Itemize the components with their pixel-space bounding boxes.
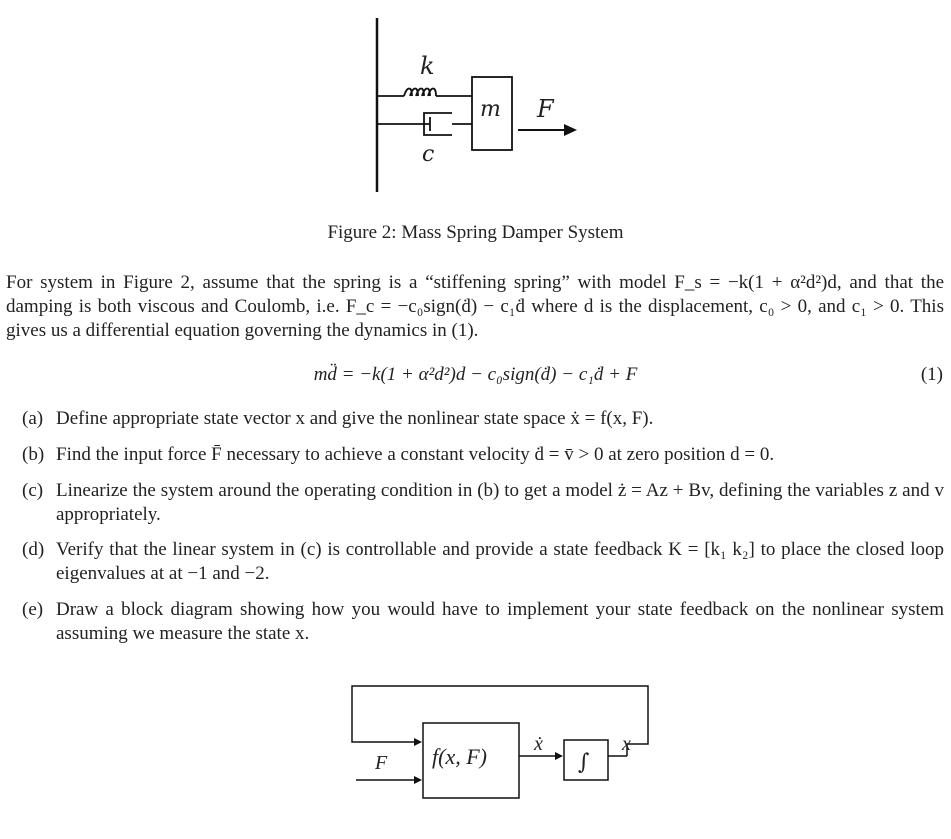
question-label: (d)	[22, 539, 45, 560]
derivative-arrowhead	[555, 752, 563, 760]
mass-label: m	[480, 97, 501, 122]
figure-caption: Figure 2: Mass Spring Damper System	[327, 222, 624, 243]
question-item-d	[22, 538, 944, 586]
question-text: Define appropriate state vector x and give the nonlinear state space ẋ = f(x, F).	[56, 408, 654, 429]
mass-spring-damper-figure	[0, 0, 951, 220]
question-item-a	[22, 407, 944, 431]
question-text: Draw a block diagram showing how you would have to implement your state feedback on the nonlinear system assuming we measure the state x.	[56, 599, 944, 644]
dynamics-equation: md̈ = −k(1 + α²d²)d − c₀sign(ḋ) − c₁ḋ + F	[313, 364, 638, 385]
spring-coil	[377, 89, 472, 97]
derivative-label: ẋ	[534, 733, 543, 755]
equation-number: (1)	[920, 364, 943, 385]
input-label: F	[375, 752, 388, 774]
question-item-e	[22, 598, 944, 646]
input-arrowhead	[414, 776, 422, 784]
block-label: f(x, F)	[432, 744, 487, 769]
problem-paragraph: For system in Figure 2, assume that the spring is a “stiffening spring” with model F_s = −k(1 + α²d²)d, and that the damping is both viscous and Coulomb, i.e. F_c = −c₀sign(ḋ) − c₁ḋ where d is the displacement, c₀ > 0, and c₁ > 0. This gives us a differential equation governing the dynamics in (1).	[6, 272, 944, 341]
question-text: Find the input force F̄ necessary to achieve a constant velocity ḋ = v̄ > 0 at zero position d = 0.	[56, 444, 775, 465]
question-label: (e)	[22, 599, 44, 620]
question-item-c	[22, 479, 944, 527]
feedback-arrowhead	[414, 738, 422, 746]
output-label: x	[622, 733, 631, 755]
question-text: Linearize the system around the operating condition in (b) to get a model ż = Az + Bv, defining the variables z and v appropriately.	[56, 480, 944, 525]
question-label: (c)	[22, 480, 44, 501]
force-arrowhead	[564, 124, 577, 136]
force-label: F	[537, 95, 554, 123]
question-label: (a)	[22, 408, 44, 429]
integral-icon: ∫	[578, 750, 590, 775]
damping-constant-label: c	[422, 142, 435, 167]
question-item-b	[22, 443, 944, 467]
question-label: (b)	[22, 444, 45, 465]
question-text: Verify that the linear system in (c) is controllable and provide a state feedback K = [k₁ k₂] to place the closed loop eigenvalues at at −1 and −2.	[56, 539, 944, 584]
spring-constant-label: k	[420, 52, 435, 80]
